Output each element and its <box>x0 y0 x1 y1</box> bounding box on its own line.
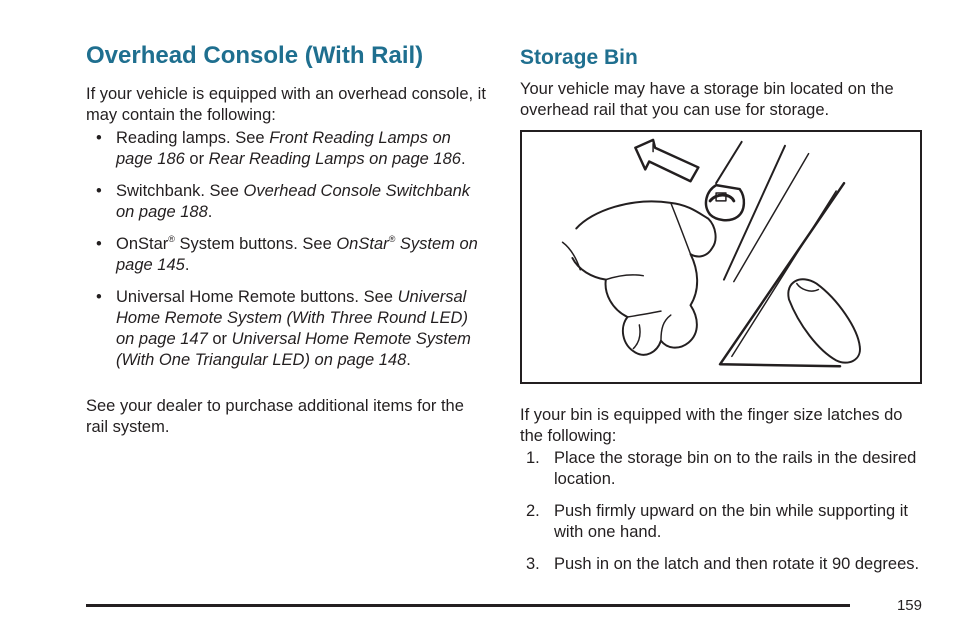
overhead-console-intro: If your vehicle is equipped with an overhead console, it may contain the following: <box>86 85 486 124</box>
link-overhead-console-switchbank[interactable]: Overhead Console Switchbank on page 188 <box>116 182 471 221</box>
link-onstar-system[interactable]: OnStar® System on page 145 <box>116 234 478 274</box>
overhead-console-heading: Overhead Console (With Rail) <box>86 42 424 69</box>
storage-bin-heading: Storage Bin <box>520 46 638 69</box>
direction-arrow-icon <box>635 140 698 181</box>
link-uhr-one-triangular-led[interactable]: Universal Home Remote System (With One Triangular LED) on page 148 <box>116 330 471 369</box>
bullet-icon: • <box>96 129 102 147</box>
overhead-rail <box>716 142 742 183</box>
link-uhr-three-round-led[interactable]: Universal Home Remote System (With Three Round LED) on page 147 <box>116 288 468 348</box>
step-item: 3. Push in on the latch and then rotate it 90 degrees. <box>526 555 920 573</box>
latch-intro: If your bin is equipped with the finger size latches do the following: <box>520 406 903 445</box>
page-number: 159 <box>896 597 922 614</box>
list-item-onstar: • OnStar® System buttons. See OnStar® System on page 145. <box>96 234 478 274</box>
storage-bin-intro: Your vehicle may have a storage bin located on the overhead rail that you can use for storage. <box>520 80 894 119</box>
console-feature-list <box>94 128 486 382</box>
latch-steps-list <box>520 448 928 586</box>
bullet-icon: • <box>96 288 102 306</box>
dealer-note: See your dealer to purchase additional items for the rail system. <box>86 397 464 436</box>
step-item: 2. Push firmly upward on the bin while supporting it with one hand. <box>526 502 909 541</box>
registered-mark: ® <box>168 234 175 244</box>
step-item: 1. Place the storage bin on to the rails in the desired location. <box>526 449 917 488</box>
link-rear-reading-lamps[interactable]: Rear Reading Lamps on page 186 <box>208 150 461 168</box>
list-item-reading-lamps: • Reading lamps. See Front Reading Lamps on page 186 or Rear Reading Lamps on page 186. <box>96 129 466 168</box>
bullet-icon: • <box>96 182 102 200</box>
bullet-icon: • <box>96 235 102 253</box>
hand-pushing-latch-illustration <box>522 132 920 382</box>
hand <box>572 201 715 354</box>
link-front-reading-lamps[interactable]: Front Reading Lamps on page 186 <box>116 129 451 168</box>
footer-rule <box>86 604 850 607</box>
list-item-universal-home-remote: • Universal Home Remote buttons. See Universal Home Remote System (With Three Round LED) on page 147 or Universal Home Remote System (With One Triangular LED) on page 148. <box>96 288 471 369</box>
thumb <box>788 279 860 362</box>
storage-bin-illustration <box>520 130 922 384</box>
latch <box>706 185 744 220</box>
list-item-switchbank: • Switchbank. See Overhead Console Switchbank on page 188. <box>96 182 471 221</box>
